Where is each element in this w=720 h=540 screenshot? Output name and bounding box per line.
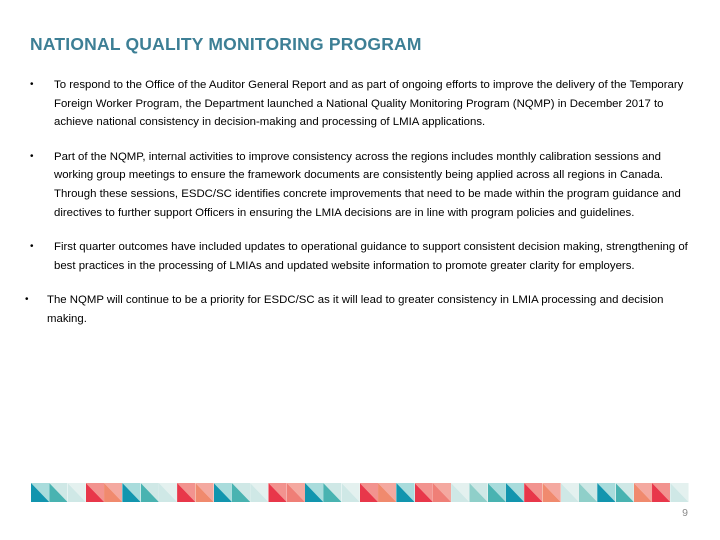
page-title: NATIONAL QUALITY MONITORING PROGRAM	[30, 34, 422, 54]
bullet-text: First quarter outcomes have included updates to operational guidance to support consistent decision making, strengthening of best practices in the processing of LMIAs and updated website information to promote greater clarity for employers.	[54, 241, 688, 272]
ribbon-cell	[305, 483, 323, 502]
bullet-marker-icon: •	[25, 294, 29, 306]
ribbon-cell	[396, 483, 414, 502]
ribbon-cell	[177, 483, 195, 502]
ribbon-cell	[524, 483, 542, 502]
ribbon-cell	[49, 483, 67, 502]
bullet-item	[0, 238, 720, 275]
ribbon-cell	[159, 483, 177, 502]
bullet-text: Part of the NQMP, internal activities to improve consistency across the regions includes monthly calibration sessions and working group meetings to ensure the framework documents are consistently being applied across all regions in Canada. Through these sessions, ESDC/SC identifies concrete improvements that need to be made within the program guidance and directives to further support Officers in ensuring the LMIA decisions are in line with program policies and guidelines.	[54, 150, 681, 219]
footer-triangle-ribbon	[31, 483, 689, 502]
bullet-marker-icon: •	[30, 79, 34, 90]
bullet-item	[0, 76, 720, 132]
ribbon-cell	[415, 483, 433, 502]
ribbon-cell	[488, 483, 506, 502]
ribbon-cell	[31, 483, 49, 502]
ribbon-cell	[323, 483, 341, 502]
ribbon-cell	[268, 483, 286, 502]
ribbon-cell	[634, 483, 652, 502]
ribbon-cell	[342, 483, 360, 502]
ribbon-cell	[378, 483, 396, 502]
ribbon-cell	[561, 483, 579, 502]
ribbon-cell	[451, 483, 469, 502]
ribbon-cell	[360, 483, 378, 502]
ribbon-cell	[122, 483, 140, 502]
ribbon-cell	[250, 483, 268, 502]
bullet-marker-icon: •	[30, 150, 34, 162]
ribbon-cell	[86, 483, 104, 502]
ribbon-cell	[232, 483, 250, 502]
ribbon-cell	[579, 483, 597, 502]
ribbon-cell	[214, 483, 232, 502]
bullet-item	[0, 291, 720, 328]
ribbon-cell	[652, 483, 670, 502]
ribbon-cell	[597, 483, 615, 502]
ribbon-cell	[433, 483, 451, 502]
bullet-marker-icon: •	[30, 241, 34, 253]
ribbon-cell	[68, 483, 86, 502]
ribbon-cell	[542, 483, 560, 502]
ribbon-cell	[104, 483, 122, 502]
ribbon-cell	[670, 483, 688, 502]
ribbon-cell	[616, 483, 634, 502]
ribbon-cell	[141, 483, 159, 502]
page-number: 9	[682, 507, 688, 519]
ribbon-cell	[506, 483, 524, 502]
ribbon-cell	[469, 483, 487, 502]
ribbon-cell	[287, 483, 305, 502]
slide-body	[0, 76, 720, 345]
bullet-text: The NQMP will continue to be a priority for ESDC/SC as it will lead to greater consistency in LMIA processing and decision making.	[47, 294, 664, 325]
bullet-text: To respond to the Office of the Auditor General Report and as part of ongoing efforts to improve the delivery of the Temporary Foreign Worker Program, the Department launched a National Quality Monitoring Program (NQMP) in December 2017 to achieve national consistency in decision-making and processing of LMIA applications.	[54, 79, 684, 129]
bullet-item	[0, 148, 720, 222]
ribbon-cell	[195, 483, 213, 502]
